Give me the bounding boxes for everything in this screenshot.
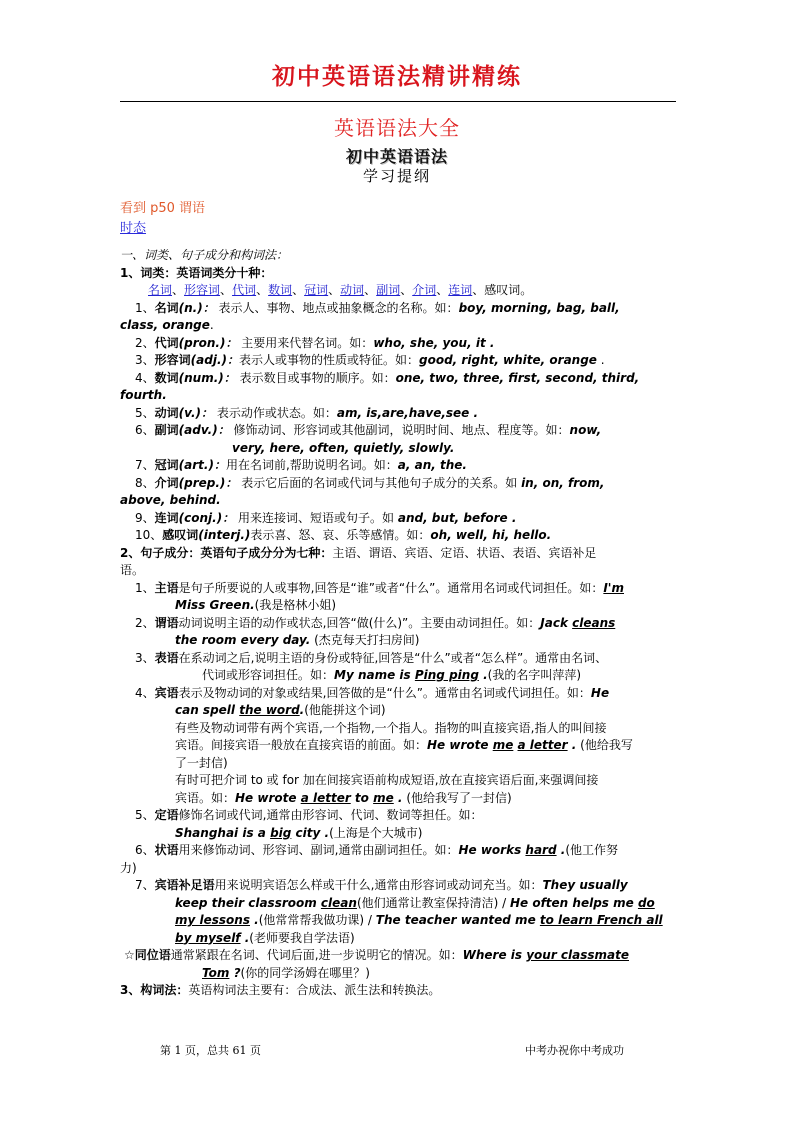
complement-item-cont-1: keep their classroom clean(他们通常让教室保持清洁) / He often helps me do	[175, 895, 655, 910]
object-note-1: 有些及物动词带有两个宾语,一个指物,一个指人。指物的叫直接宾语,指人的叫间接	[175, 720, 607, 735]
verb-item: 5、动词(v.)： 表示动作或状态。如：am, is,are,have,see .	[135, 405, 479, 420]
attributive-item-cont: Shanghai is a big city .(上海是个大城市)	[175, 825, 423, 840]
adjective-item: 3、形容词(adj.)：表示人或事物的性质或特征。如：good, right, white, orange .	[135, 353, 605, 367]
sentence-components-cont: 语。	[120, 563, 145, 577]
complement-item-cont-2: my lessons .(他常常帮我做功课) / The teacher wanted me to learn French all	[175, 913, 663, 927]
subject-item: 1、主语是句子所要说的人或事物,回答是“谁”或者“什么”。通常用名词或代词担任。如：I'm	[135, 580, 624, 595]
predicate-item-cont: the room every day. (杰克每天打扫房间)	[175, 633, 420, 647]
adverbial-item-cont: 力)	[120, 860, 137, 875]
verb-link[interactable]: 动词	[340, 283, 365, 297]
predicate-link[interactable]: 看到 p50 谓语	[120, 201, 206, 216]
conjunction-link[interactable]: 连词	[448, 283, 473, 297]
complement-item-cont-3: by myself .(老师要我自学法语)	[175, 930, 355, 945]
interjection-item: 10、感叹词(interj.)表示喜、怒、哀、乐等感情。如：oh, well, hi, hello.	[135, 528, 552, 542]
attributive-item: 5、定语修饰名词或代词,通常由形容词、代词、数词等担任。如：	[135, 808, 483, 822]
complement-item: 7、宾语补足语用来说明宾语怎么样或干什么,通常由形容词或动词充当。如：They usually	[135, 878, 628, 892]
word-class-heading: 1、词类：英语词类分十种：	[120, 265, 273, 280]
object-note-4: 有时可把介词 to 或 for 加在间接宾语前构成短语,放在直接宾语后面,来强调间接	[175, 773, 599, 787]
subject-item-cont: Miss Green.(我是格林小姐)	[175, 598, 337, 612]
predicate-item: 2、谓语动词说明主语的动作或状态,回答“做(什么)”。主要由动词担任。如：Jack cleans	[135, 615, 616, 630]
pronoun-link[interactable]: 代词	[232, 283, 257, 297]
adjective-link[interactable]: 形容词	[184, 283, 221, 297]
numeral-link[interactable]: 数词	[268, 283, 293, 297]
header-title: 初中英语语法精讲精练	[272, 63, 522, 90]
section-heading: 一、词类、句子成分和构词法：	[120, 248, 289, 262]
footer-slogan: 中考办祝你中考成功	[525, 1044, 624, 1057]
object-item-cont: can spell the word.(他能拼这个词)	[175, 703, 386, 717]
word-class-list: 名词、形容词、代词、数词、冠词、动词、副词、介词、连词、感叹词。	[148, 283, 533, 297]
preposition-item-cont: above, behind.	[120, 493, 221, 507]
predicative-item-cont: 代词或形容词担任。如：My name is Ping ping .(我的名字叫萍萍)	[202, 668, 582, 682]
article-item: 7、冠词(art.)：用在名词前,帮助说明名词。如：a, an, the.	[135, 458, 467, 472]
adverb-item: 6、副词(adv.)： 修饰动词、形容词或其他副词，说明时间、地点、程度等。如：now,	[135, 423, 602, 437]
article-link[interactable]: 冠词	[304, 283, 329, 297]
tense-link[interactable]: 时态	[120, 221, 147, 236]
noun-item: 1、名词(n.)： 表示人、事物、地点或抽象概念的名称。如：boy, morning, bag, ball,	[135, 300, 620, 315]
subtitle-grammar: 初中英语语法	[345, 147, 448, 166]
preposition-link[interactable]: 介词	[412, 283, 437, 297]
adverb-link[interactable]: 副词	[376, 283, 401, 297]
preposition-item: 8、介词(prep.)： 表示它后面的名词或代词与其他句子成分的关系。如 in, on, from,	[135, 475, 605, 490]
pronoun-item: 2、代词(pron.)： 主要用来代替名词。如：who, she, you, it .	[135, 335, 495, 350]
object-note-3: 了一封信)	[175, 755, 228, 770]
header-rule	[120, 101, 676, 102]
subtitle-outline: 学习提纲	[362, 167, 431, 185]
adverb-item-cont: very, here, often, quietly, slowly.	[232, 440, 455, 455]
noun-link[interactable]: 名词	[148, 283, 173, 297]
object-item: 4、宾语表示及物动词的对象或结果,回答做的是“什么”。通常由名词或代词担任。如：He	[135, 685, 610, 700]
appositive-item-cont: Tom ?(你的同学汤姆在哪里？)	[202, 965, 370, 980]
document-title: 英语语法大全	[334, 116, 460, 140]
adverbial-item: 6、状语用来修饰动词、形容词、副词,通常由副词担任。如：He works hard .(他工作努	[135, 843, 618, 857]
numeral-item: 4、数词(num.)： 表示数目或事物的顺序。如：one, two, three, first, second, third,	[135, 370, 640, 385]
object-note-5: 宾语。如：He wrote a letter to me . (他给我写了一封信)	[175, 790, 512, 805]
sentence-components-heading: 2、句子成分：英语句子成分分为七种：主语、谓语、宾语、定语、状语、表语、宾语补足	[120, 545, 597, 560]
noun-item-cont: class, orange.	[120, 318, 214, 332]
page-number: 第 1 页，总共 61 页	[160, 1044, 261, 1057]
object-note-2: 宾语。间接宾语一般放在直接宾语的前面。如：He wrote me a letter . (他给我写	[175, 738, 633, 752]
word-formation-item: 3、构词法：英语构词法主要有：合成法、派生法和转换法。	[120, 983, 441, 997]
predicative-item: 3、表语在系动词之后,说明主语的身份或特征,回答是“什么”或者“怎么样”。通常由名词、	[135, 650, 608, 665]
document-body	[120, 247, 676, 1000]
conjunction-item: 9、连词(conj.)： 用来连接词、短语或句子。如 and, but, before .	[135, 510, 517, 525]
appositive-item: ☆同位语通常紧跟在名词、代词后面,进一步说明它的情况。如：Where is your classmate	[124, 948, 629, 962]
numeral-item-cont: fourth.	[120, 388, 167, 402]
